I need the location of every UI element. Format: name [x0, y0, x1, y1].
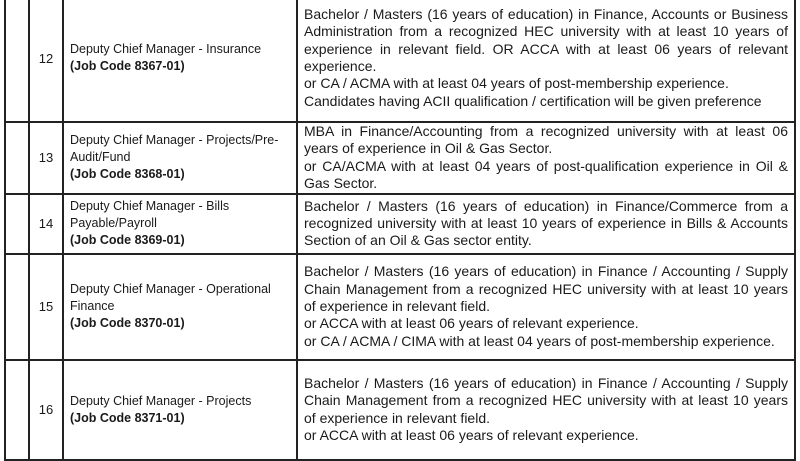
requirements-cell — [297, 0, 795, 122]
requirement-text: Bachelor / Masters (16 years of education) in Finance / Accounting / Supply Chain Management from a recognized HEC university with at least 10 years of experience in relevant field. — [304, 374, 788, 426]
requirements-cell — [297, 254, 795, 360]
requirement-text: or CA/ACMA with at least 04 years of post-qualification experience in Oil & Gas Sector. — [304, 157, 788, 192]
job-title-cell — [63, 194, 297, 254]
job-title-cell — [63, 254, 297, 360]
requirement-text: or CA / ACMA / CIMA with at least 04 years of post-membership experience. — [304, 332, 775, 349]
table-row — [5, 194, 795, 254]
left-margin-cell — [5, 254, 29, 360]
requirements-cell — [297, 122, 795, 194]
table-row — [5, 122, 795, 194]
requirement-text: or CA / ACMA with at least 04 years of post-membership experience. — [304, 75, 729, 92]
job-title: Deputy Chief Manager - Projects — [70, 393, 252, 408]
job-title: Deputy Chief Manager - Projects/Pre-Audit/Fund — [70, 133, 279, 165]
left-margin-cell — [5, 122, 29, 194]
job-code: (Job Code 8370-01) — [70, 316, 185, 331]
job-title: Deputy Chief Manager - Operational Finance — [70, 282, 271, 314]
requirement-text: or ACCA with at least 06 years of relevant experience. — [304, 315, 639, 332]
row-number: 16 — [29, 360, 63, 460]
job-title-cell — [63, 0, 297, 122]
job-code: (Job Code 8367-01) — [70, 59, 185, 73]
job-code: (Job Code 8368-01) — [70, 167, 185, 182]
job-code: (Job Code 8371-01) — [70, 410, 185, 425]
table-row — [5, 254, 795, 360]
row-number: 13 — [29, 122, 63, 194]
row-number: 14 — [29, 194, 63, 254]
requirement-text: Bachelor / Masters (16 years of education) in Finance/Commerce from a recognized university with at least 10 years of experience in Bills & Accounts Section of an Oil & Gas sector entity. — [304, 197, 788, 249]
requirement-text: Bachelor / Masters (16 years of education) in Finance, Accounts or Business Administration from a recognized HEC university with at least 10 years of experience in relevant field. OR ACCA with at least 06 years of relevant experience. — [304, 5, 788, 74]
job-title-cell — [63, 122, 297, 194]
left-margin-cell — [5, 194, 29, 254]
left-margin-cell — [5, 0, 29, 122]
requirement-text: Candidates having ACII qualification / certification will be given preference — [304, 92, 762, 109]
job-code: (Job Code 8369-01) — [70, 233, 185, 248]
requirement-text: or ACCA with at least 06 years of relevant experience. — [304, 427, 639, 444]
job-title: Deputy Chief Manager - Bills Payable/Payroll — [70, 199, 230, 231]
requirements-cell — [297, 194, 795, 254]
job-requirements-table — [4, 0, 796, 461]
row-number: 12 — [29, 0, 63, 122]
requirement-text: Bachelor / Masters (16 years of education) in Finance / Accounting / Supply Chain Management from a recognized HEC university with at least 10 years of experience in relevant field. — [304, 263, 788, 314]
job-title: Deputy Chief Manager - Insurance — [70, 42, 262, 56]
table-row — [5, 0, 795, 122]
row-number: 15 — [29, 254, 63, 360]
requirement-text: MBA in Finance/Accounting from a recognized university with at least 06 years of experience in Oil & Gas Sector. — [304, 123, 788, 157]
